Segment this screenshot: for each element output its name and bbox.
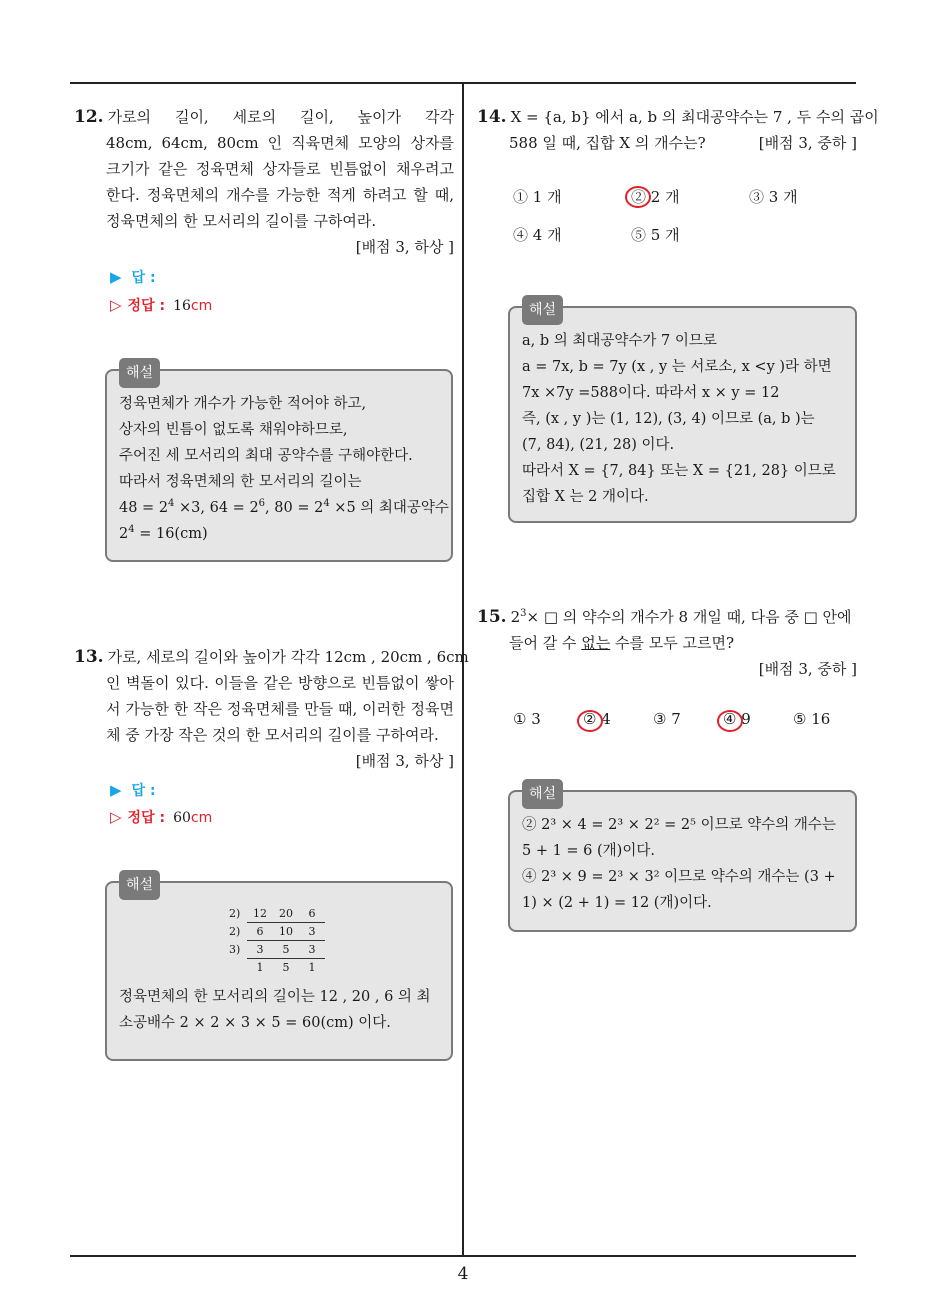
q14-line-2: 588 일 때, 집합 X 의 개수는? (509, 134, 706, 152)
q15-line-1: 15. $2^3\times$ □ 의 약수의 개수가 8 개일 때, 다음 중 □ 안에 (477, 607, 852, 627)
q12-line-1: 12. 가로의 길이, 세로의 길이, 높이가 각각 (74, 107, 454, 127)
solution-line: 5 + 1 = 6 (개)이다. (522, 843, 655, 859)
correct-unit: cm (190, 298, 213, 314)
solution-tag: 해설 (119, 870, 160, 900)
question-12 (74, 104, 454, 260)
solution-line: a = 7x, b = 7y (x , y 는 서로소, x <y )라 하면 (522, 359, 832, 375)
division-table (229, 905, 329, 976)
division-row: 2) 12 20 6 (229, 905, 329, 923)
choice-4[interactable]: ④ 4 개 (513, 226, 562, 244)
q12-line-4: 한다. 정육면체의 개수를 가능한 적게 하려고 할 때, (106, 186, 454, 204)
page-number: 4 (457, 1264, 469, 1284)
answer-label: 답 : (131, 783, 156, 799)
q13-line-1: 13. 가로, 세로의 길이와 높이가 각각 12cm , 20cm , 6cm (74, 647, 469, 667)
choice-1[interactable]: ① 3 (513, 710, 541, 728)
q15-choices (513, 710, 853, 736)
solution-line: 소공배수 2 × 2 × 3 × 5 = 60(cm) 이다. (119, 1015, 391, 1031)
solution-line: (7, 84), (21, 28) 이다. (522, 437, 675, 453)
solution-line: 정육면체의 한 모서리의 길이는 12 , 20 , 6 의 최 (119, 989, 431, 1005)
solution-line: 따라서 정육면체의 한 모서리의 길이는 (119, 474, 362, 490)
question-number: 15. (477, 607, 507, 627)
correct-unit: cm (190, 810, 213, 826)
question-number: 12. (74, 107, 104, 127)
q13-answer-row (110, 780, 156, 800)
correct-label: 정답 : (127, 810, 166, 826)
solution-line: a, b 의 최대공약수가 7 이므로 (522, 333, 717, 349)
q12-line-3: 크기가 같은 정육면체 상자들로 빈틈없이 채우려고 (106, 160, 454, 178)
q12-line-2: 48cm, 64cm, 80cm 인 직육면체 모양의 상자를 (106, 134, 454, 152)
solution-line: 주어진 세 모서리의 최대 공약수를 구해야한다. (119, 448, 413, 464)
q14-line-1: 14. X = {a, b} 에서 a, b 의 최대공약수는 7 , 두 수의 곱이 (477, 107, 879, 127)
solution-line: 1) × (2 + 1) = 12 (개)이다. (522, 895, 712, 911)
q12-line-5: 정육면체의 한 모서리의 길이를 구하여라. (106, 212, 377, 230)
q15-line-2: 들어 갈 수 없는 수를 모두 고르면? (509, 634, 735, 652)
division-row: 1 5 1 (256, 961, 316, 974)
selected-circle-mark (625, 186, 651, 208)
solution-tag: 해설 (522, 779, 563, 809)
q12-solution-box (105, 365, 453, 562)
q13-line-3: 서 가능한 한 작은 정육면체를 만들 때, 이러한 정육면 (106, 700, 454, 718)
q12-correct-row (110, 295, 212, 315)
solution-line: 즉, (x , y )는 (1, 12), (3, 4) 이므로 (a, b )는 (522, 411, 815, 427)
play-icon: ▶ (110, 268, 122, 286)
selected-circle-mark (717, 710, 743, 732)
q13-solution-box (105, 877, 453, 1061)
solution-tag: 해설 (522, 295, 563, 325)
solution-line: ④ 2³ × 9 = 2³ × 3² 이므로 약수의 개수는 (3 + (522, 869, 836, 885)
solution-formula: $48 = 2^4 \times 3$, $64 = 2^6$, $80 = 2^4 \times 5$ 의 최대공약수 (119, 498, 449, 516)
play-icon: ▶ (110, 781, 122, 799)
solution-line: 7x ×7y =588이다. 따라서 x × y = 12 (522, 385, 780, 401)
selected-circle-mark (577, 710, 603, 732)
answer-label: 답 : (131, 270, 156, 286)
q12-answer-row (110, 267, 156, 287)
choice-3[interactable]: ③ 7 (653, 710, 681, 728)
choice-5[interactable]: ⑤ 16 (793, 710, 831, 728)
solution-line: 따라서 X = {7, 84} 또는 X = {21, 28} 이므로 (522, 463, 836, 479)
choice-4[interactable]: ④ 9 (723, 710, 751, 728)
score-label: [배점 3, 하상 ] (355, 238, 454, 256)
outline-triangle-icon: ▷ (110, 296, 122, 314)
bottom-rule (70, 1255, 856, 1257)
division-row: 3) 3 5 3 (229, 941, 329, 959)
q13-line-4: 체 중 가장 작은 것의 한 모서리의 길이를 구하여라. (106, 726, 439, 744)
score-label: [배점 3, 하상 ] (355, 752, 454, 770)
solution-result: $2^4 = 16(cm)$ (119, 524, 208, 542)
correct-value: 60 (173, 810, 191, 826)
question-14 (477, 104, 879, 156)
solution-line: 상자의 빈틈이 없도록 채워야하므로, (119, 422, 348, 438)
choice-3[interactable]: ③ 3 개 (749, 188, 798, 206)
choice-2[interactable]: ② 2 개 (631, 186, 680, 207)
question-15 (477, 604, 857, 682)
score-label: [배점 3, 중하 ] (758, 134, 857, 152)
column-divider (462, 82, 464, 1256)
solution-tag: 해설 (119, 358, 160, 388)
q15-solution-box (508, 786, 857, 932)
choice-1[interactable]: ① 1 개 (513, 188, 562, 206)
q14-choices (513, 186, 853, 246)
q14-solution-box (508, 302, 857, 523)
q13-line-2: 인 벽돌이 있다. 이들을 같은 방향으로 빈틈없이 쌓아 (106, 674, 454, 692)
question-13 (74, 644, 469, 774)
choice-2[interactable]: ② 4 (583, 710, 611, 728)
solution-line: 정육면체가 개수가 가능한 적어야 하고, (119, 396, 367, 412)
correct-label: 정답 : (127, 298, 166, 314)
division-row: 2) 6 10 3 (229, 923, 329, 941)
solution-line: ② 2³ × 4 = 2³ × 2² = 2⁵ 이므로 약수의 개수는 (522, 817, 836, 833)
solution-line: 집합 X 는 2 개이다. (522, 489, 649, 505)
question-number: 13. (74, 647, 104, 667)
outline-triangle-icon: ▷ (110, 808, 122, 826)
question-number: 14. (477, 107, 507, 127)
correct-value: 16 (173, 298, 191, 314)
choice-5[interactable]: ⑤ 5 개 (631, 226, 680, 244)
score-label: [배점 3, 중하 ] (758, 660, 857, 678)
q13-correct-row (110, 807, 212, 827)
